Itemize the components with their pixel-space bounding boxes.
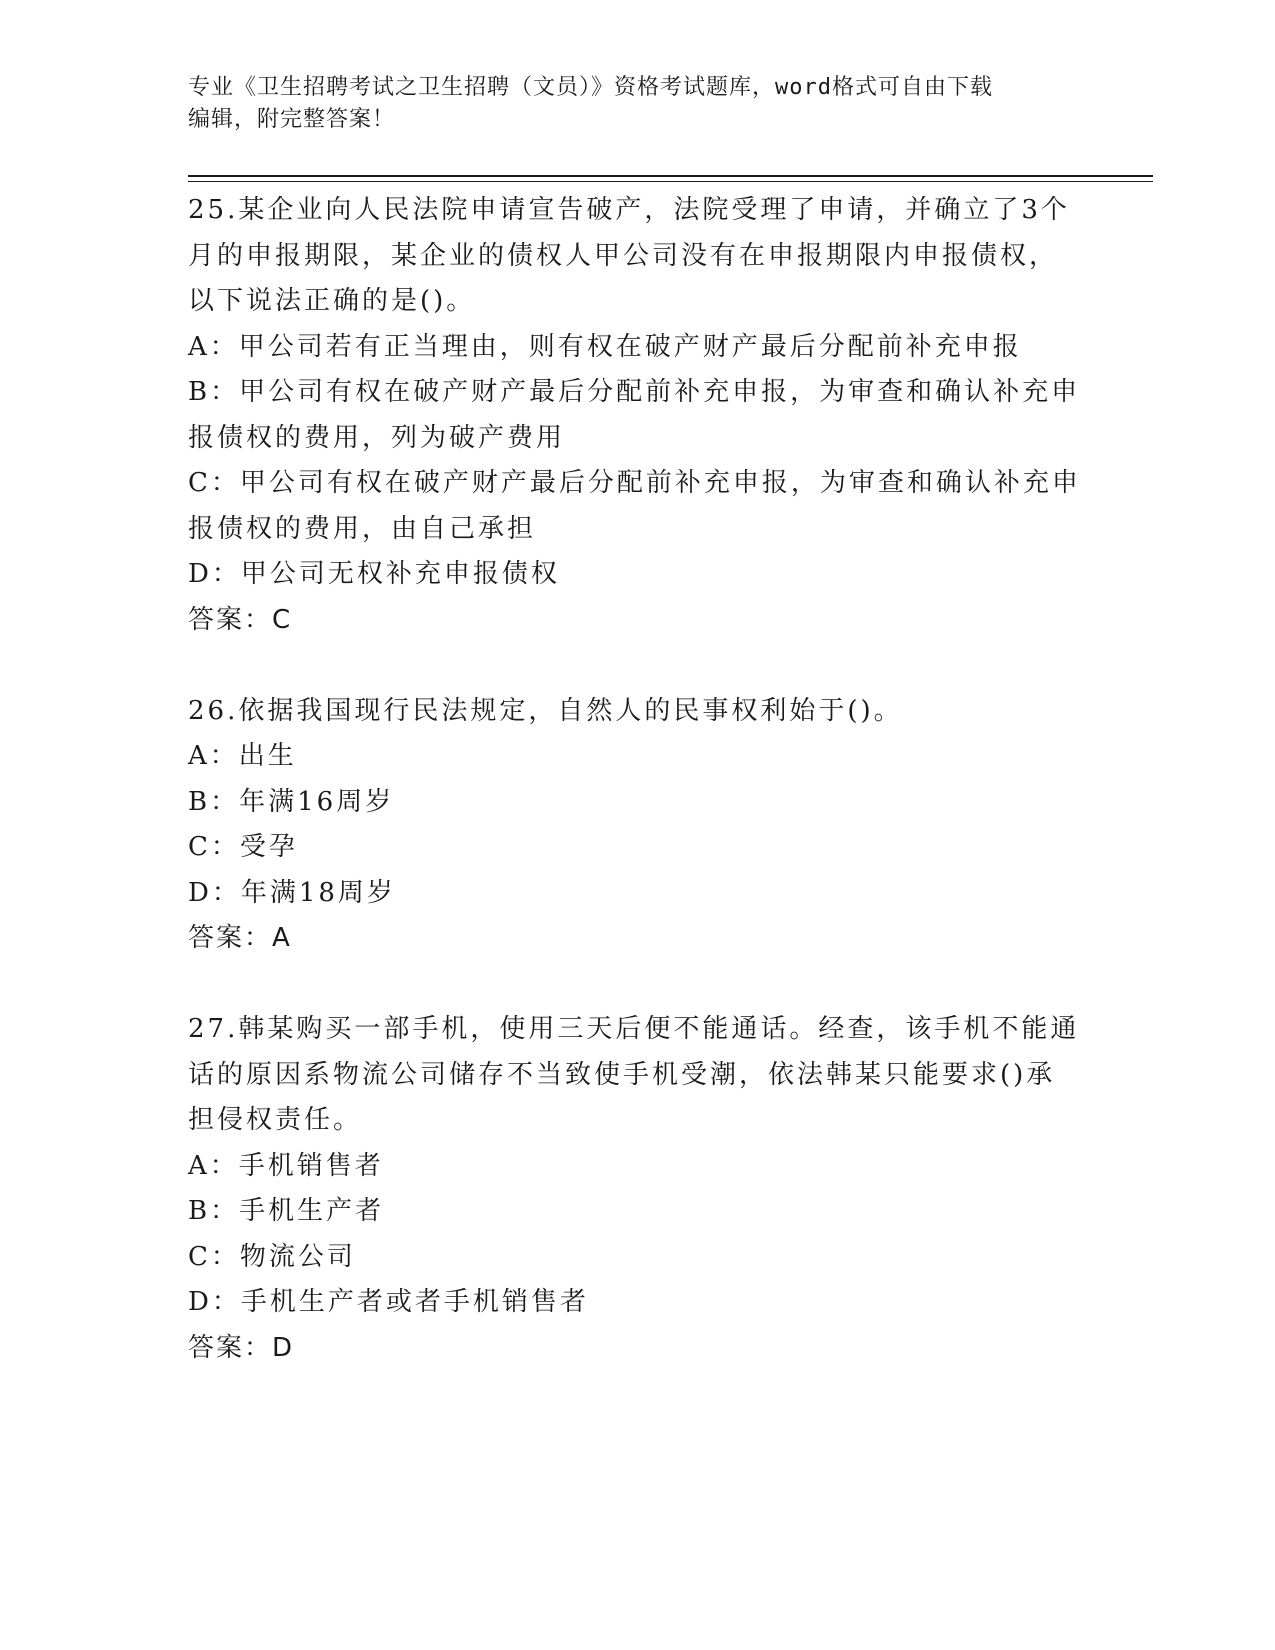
option-line: 报债权的费用，由自己承担 bbox=[188, 513, 537, 544]
question-stem-line: 以下说法正确的是()。 bbox=[188, 286, 476, 316]
option-line: B：手机生产者 bbox=[188, 1196, 385, 1226]
question-stem-line: 担侵权责任。 bbox=[188, 1105, 363, 1135]
question-stem-line: 27.韩某购买一部手机，使用三天后便不能通话。经查，该手机不能通 bbox=[188, 1014, 1080, 1044]
option-line: C：物流公司 bbox=[188, 1241, 356, 1272]
option-line: A：手机销售者 bbox=[188, 1150, 384, 1181]
question-stem-line: 话的原因系物流公司储存不当致使手机受潮，依法韩某只能要求()承 bbox=[188, 1059, 1056, 1090]
question-stem-line: 26.依据我国现行民法规定，自然人的民事权利始于()。 bbox=[188, 695, 903, 726]
answer-line: 答案：A bbox=[188, 923, 292, 953]
header-divider-thick bbox=[188, 175, 1153, 177]
header-line-2: 编辑，附完整答案！ bbox=[188, 107, 396, 132]
answer-line: 答案：C bbox=[188, 604, 293, 635]
question-list bbox=[188, 188, 1088, 1371]
header-line-1: 专业《卫生招聘考试之卫生招聘（文员）》资格考试题库，word格式可自由下载 bbox=[188, 75, 993, 100]
question-stem-line: 25.某企业向人民法院申请宣告破产，法院受理了申请，并确立了3个 bbox=[188, 195, 1070, 225]
option-line: D：甲公司无权补充申报债权 bbox=[188, 559, 560, 589]
option-line: A：出生 bbox=[188, 741, 297, 771]
option-line: A：甲公司若有正当理由，则有权在破产财产最后分配前补充申报 bbox=[188, 331, 1022, 362]
option-line: D：年满18周岁 bbox=[188, 877, 396, 908]
answer-line: 答案：D bbox=[188, 1332, 295, 1363]
question-block bbox=[188, 1007, 1088, 1371]
option-line: C：受孕 bbox=[188, 832, 298, 862]
question-stem-line: 月的申报期限，某企业的债权人甲公司没有在申报期限内申报债权， bbox=[188, 240, 1059, 271]
option-line: 报债权的费用，列为破产费用 bbox=[188, 422, 566, 453]
header-divider-thin bbox=[188, 181, 1153, 182]
question-block bbox=[188, 689, 1088, 962]
option-line: D：手机生产者或者手机销售者 bbox=[188, 1287, 589, 1317]
document-header bbox=[188, 72, 1068, 136]
option-line: B：甲公司有权在破产财产最后分配前补充申报，为审查和确认补充申 bbox=[188, 377, 1081, 407]
option-line: B：年满16周岁 bbox=[188, 786, 395, 817]
option-line: C：甲公司有权在破产财产最后分配前补充申报，为审查和确认补充申 bbox=[188, 468, 1081, 498]
question-spacer bbox=[188, 643, 1088, 689]
question-block bbox=[188, 188, 1088, 643]
question-spacer bbox=[188, 962, 1088, 1008]
